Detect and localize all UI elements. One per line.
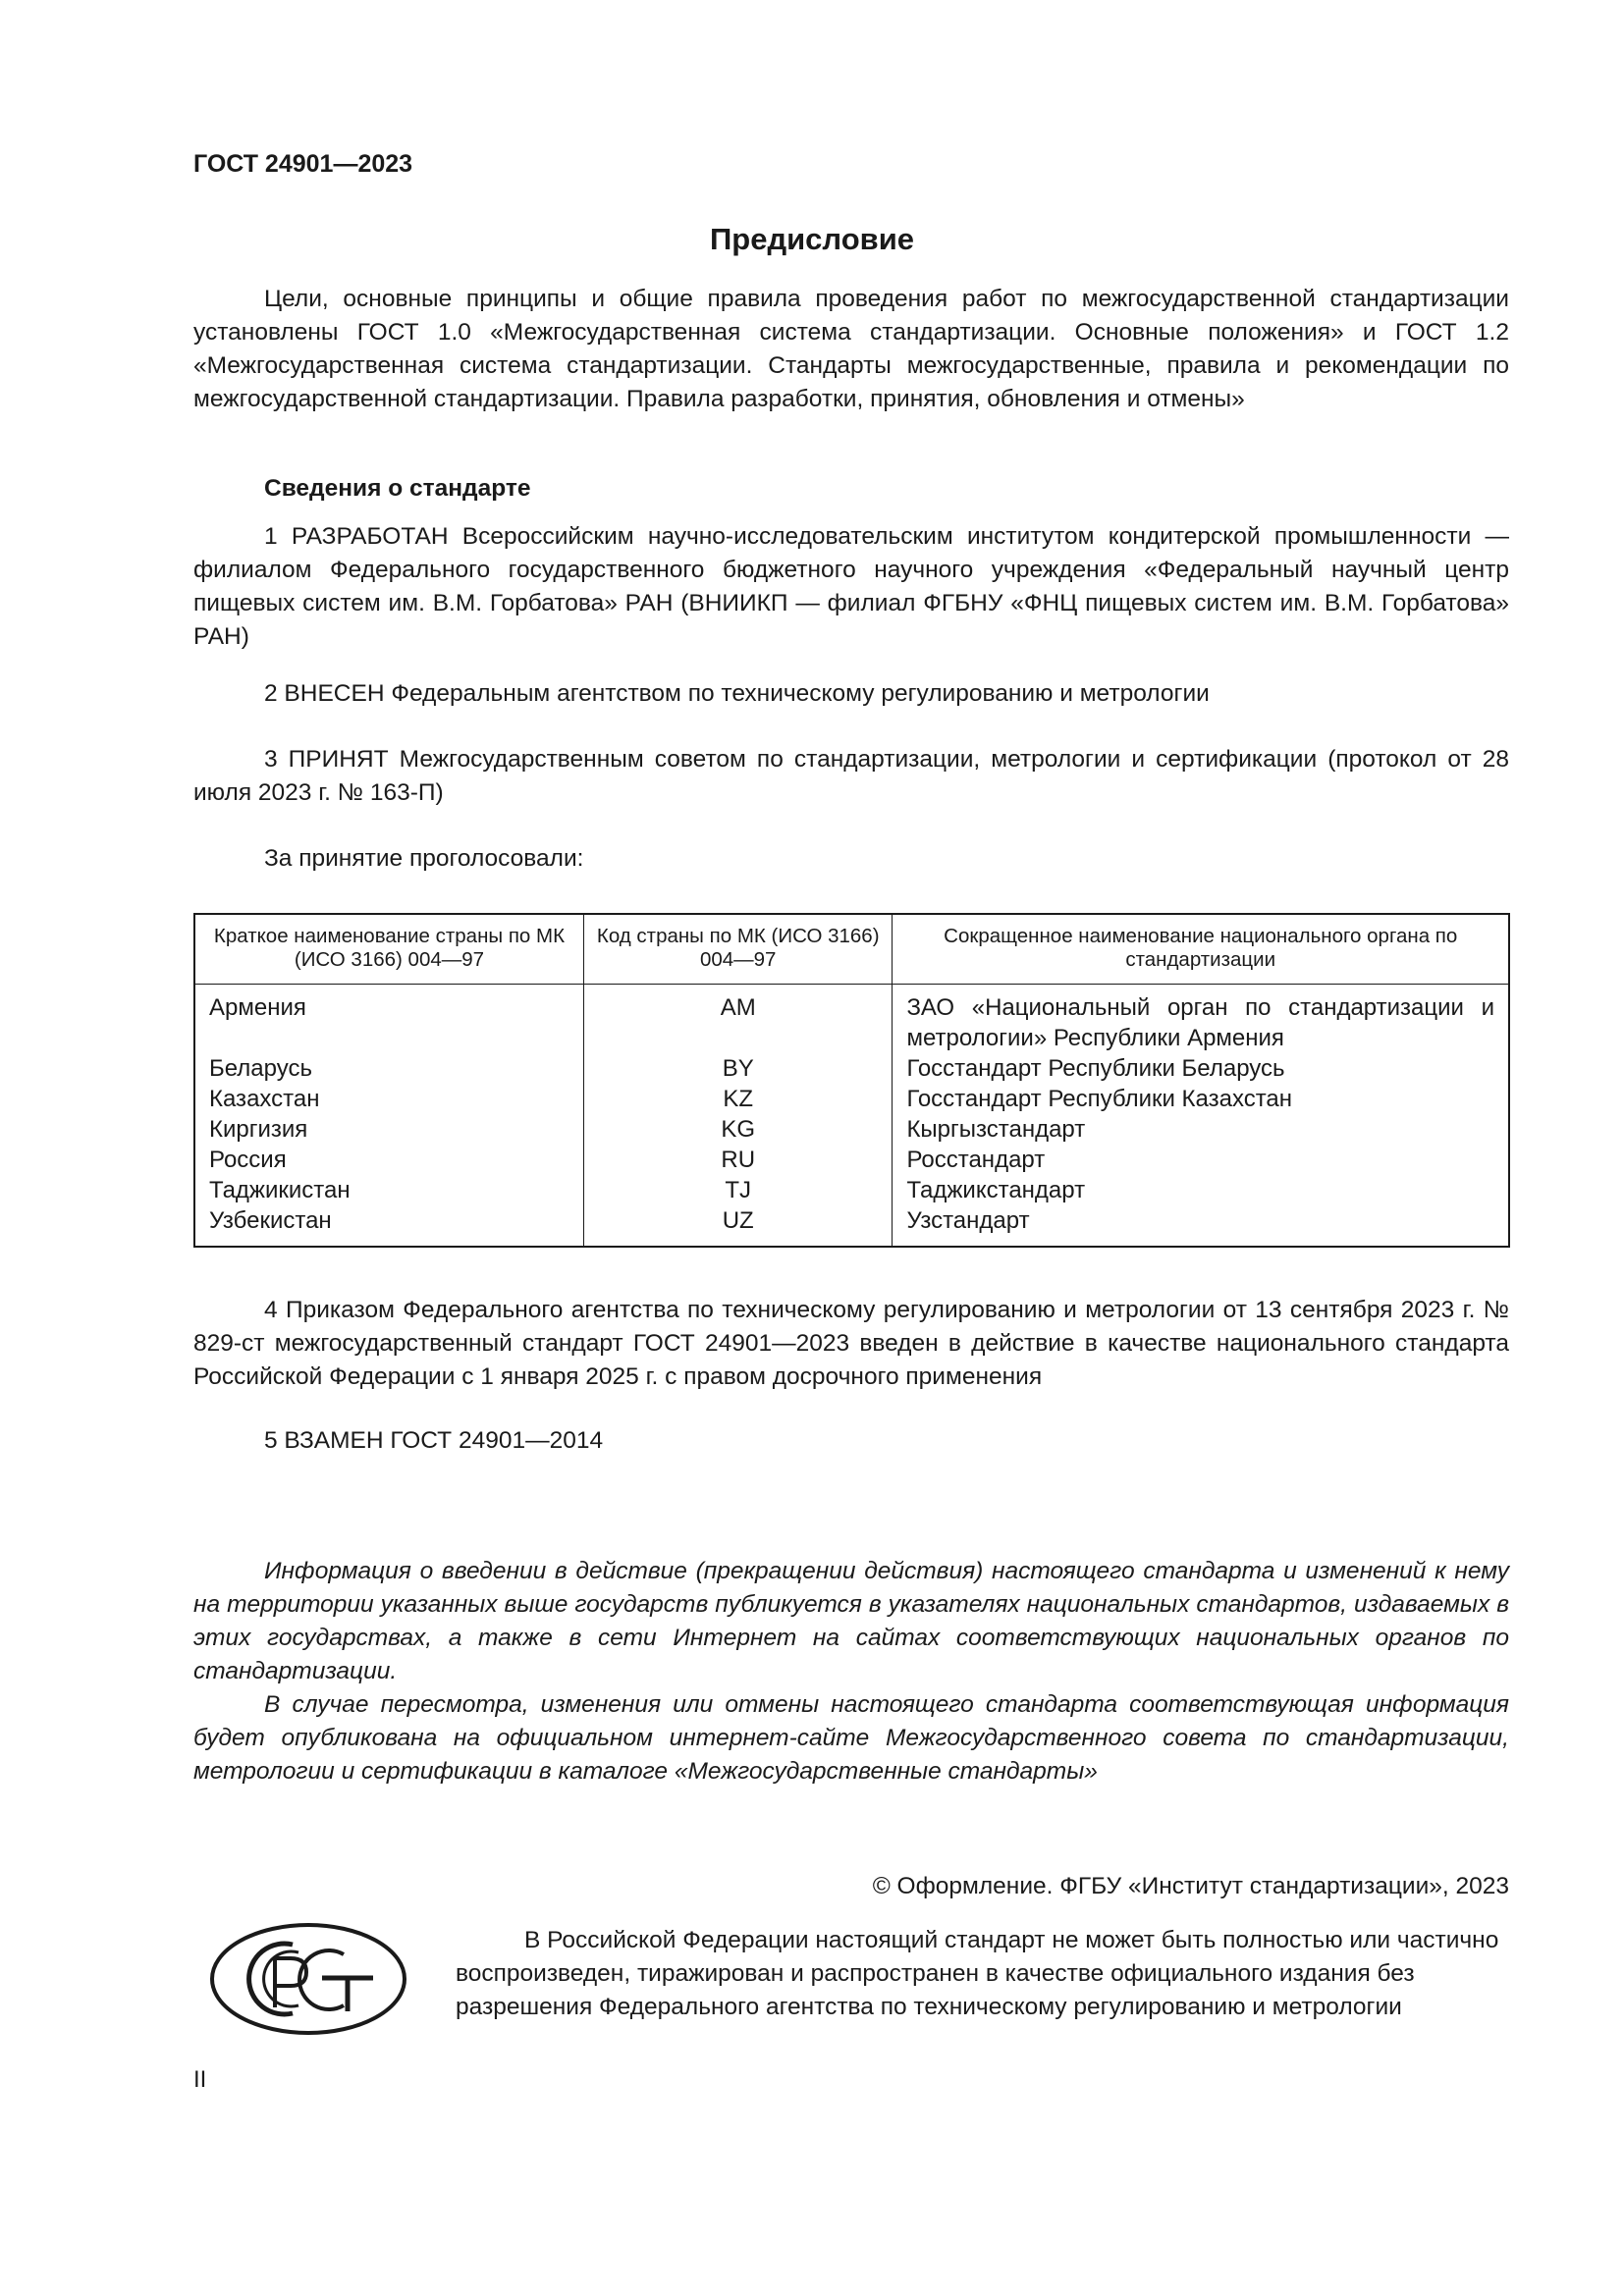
table-row <box>194 1175 1509 1205</box>
code-cell: KG <box>583 1114 892 1145</box>
table-row <box>194 1205 1509 1247</box>
code-cell: BY <box>583 1053 892 1084</box>
info-note-revision: В случае пересмотра, изменения или отмены настоящего стандарта соответствующая информация будет опубликована на официальном интернет-сайте Межгосударственного совета по стандартизации, метрологии и сертификации в каталоге «Межгосударственные стандарты» <box>193 1691 1509 1785</box>
organization-cell: Кыргызстандарт <box>893 1114 1509 1145</box>
country-cell: Армения <box>194 985 583 1054</box>
organization-cell: Узстандарт <box>893 1205 1509 1247</box>
item-introduced: 2 ВНЕСЕН Федеральным агентством по техническому регулированию и метрологии <box>264 680 1210 707</box>
item-developed: 1 РАЗРАБОТАН Всероссийским научно-исследовательским институтом кондитерской промышленности — филиалом Федерального государственного бюджетного научного учреждения «Федеральный научный центр пищевых систем им. В.М. Горбатова» РАН (ВНИИКП — филиал ФГБНУ «ФНЦ пищевых систем им. В.М. Горбатова» РАН) <box>193 523 1509 650</box>
item-order: 4 Приказом Федерального агентства по техническому регулированию и метрологии от 13 сентября 2023 г. № 829-ст межгосударственный стандарт ГОСТ 24901—2023 введен в действие в качестве национального стандарта Российской Федерации с 1 января 2025 г. с правом досрочного применения <box>193 1297 1509 1390</box>
table-row <box>194 1053 1509 1084</box>
country-cell: Киргизия <box>194 1114 583 1145</box>
table-row <box>194 1145 1509 1175</box>
country-cell: Россия <box>194 1145 583 1175</box>
rst-certification-mark-icon <box>208 1921 408 2037</box>
code-cell: KZ <box>583 1084 892 1114</box>
reproduction-notice: В Российской Федерации настоящий стандарт не может быть полностью или частично воспроизведен, тиражирован и распространен в качестве официального издания без разрешения Федерального агентства по техническому регулированию и метрологии <box>456 1927 1499 2020</box>
table-row <box>194 1084 1509 1114</box>
organization-cell: Госстандарт Республики Беларусь <box>893 1053 1509 1084</box>
table-header-row <box>194 914 1509 985</box>
country-cell: Казахстан <box>194 1084 583 1114</box>
organization-cell: Госстандарт Республики Казахстан <box>893 1084 1509 1114</box>
item-replaces: 5 ВЗАМЕН ГОСТ 24901—2014 <box>264 1427 604 1454</box>
country-cell: Узбекистан <box>194 1205 583 1247</box>
code-cell: RU <box>583 1145 892 1175</box>
country-cell: Беларусь <box>194 1053 583 1084</box>
code-cell: UZ <box>583 1205 892 1247</box>
copyright-line: © Оформление. ФГБУ «Институт стандартизации», 2023 <box>872 1873 1509 1899</box>
member-states-table <box>193 913 1510 1248</box>
organization-cell: ЗАО «Национальный орган по стандартизации и метрологии» Республики Армения <box>893 985 1509 1054</box>
table-row <box>194 1114 1509 1145</box>
organization-cell: Таджикстандарт <box>893 1175 1509 1205</box>
table-row <box>194 985 1509 1054</box>
code-cell: AM <box>583 985 892 1054</box>
page-title: Предисловие <box>709 222 914 256</box>
column-header-organization: Сокращенное наименование национального органа по стандартизации <box>893 914 1509 985</box>
info-note-publication: Информация о введении в действие (прекращении действия) настоящего стандарта и изменений к нему на территории указанных выше государств публикуется в указателях национальных стандартов, издаваемых в этих государствах, а также в сети Интернет на сайтах соответствующих национальных органов по стандартизации. <box>193 1558 1509 1684</box>
document-code: ГОСТ 24901—2023 <box>193 150 413 178</box>
info-heading: Сведения о стандарте <box>264 475 531 502</box>
page-number: II <box>193 2066 207 2093</box>
intro-paragraph: Цели, основные принципы и общие правила проведения работ по межгосударственной стандартизации установлены ГОСТ 1.0 «Межгосударственная система стандартизации. Основные положения» и ГОСТ 1.2 «Межгосударственная система стандартизации. Стандарты межгосударственные, правила и рекомендации по межгосударственной стандартизации. Правила разработки, принятия, обновления и отмены» <box>193 286 1509 412</box>
item-voted: За принятие проголосовали: <box>264 845 584 872</box>
column-header-country: Краткое наименование страны по МК (ИСО 3166) 004—97 <box>194 914 583 985</box>
code-cell: TJ <box>583 1175 892 1205</box>
column-header-code: Код страны по МК (ИСО 3166) 004—97 <box>583 914 892 985</box>
organization-cell: Росстандарт <box>893 1145 1509 1175</box>
item-adopted: 3 ПРИНЯТ Межгосударственным советом по стандартизации, метрологии и сертификации (протокол от 28 июля 2023 г. № 163-П) <box>193 746 1509 806</box>
country-cell: Таджикистан <box>194 1175 583 1205</box>
